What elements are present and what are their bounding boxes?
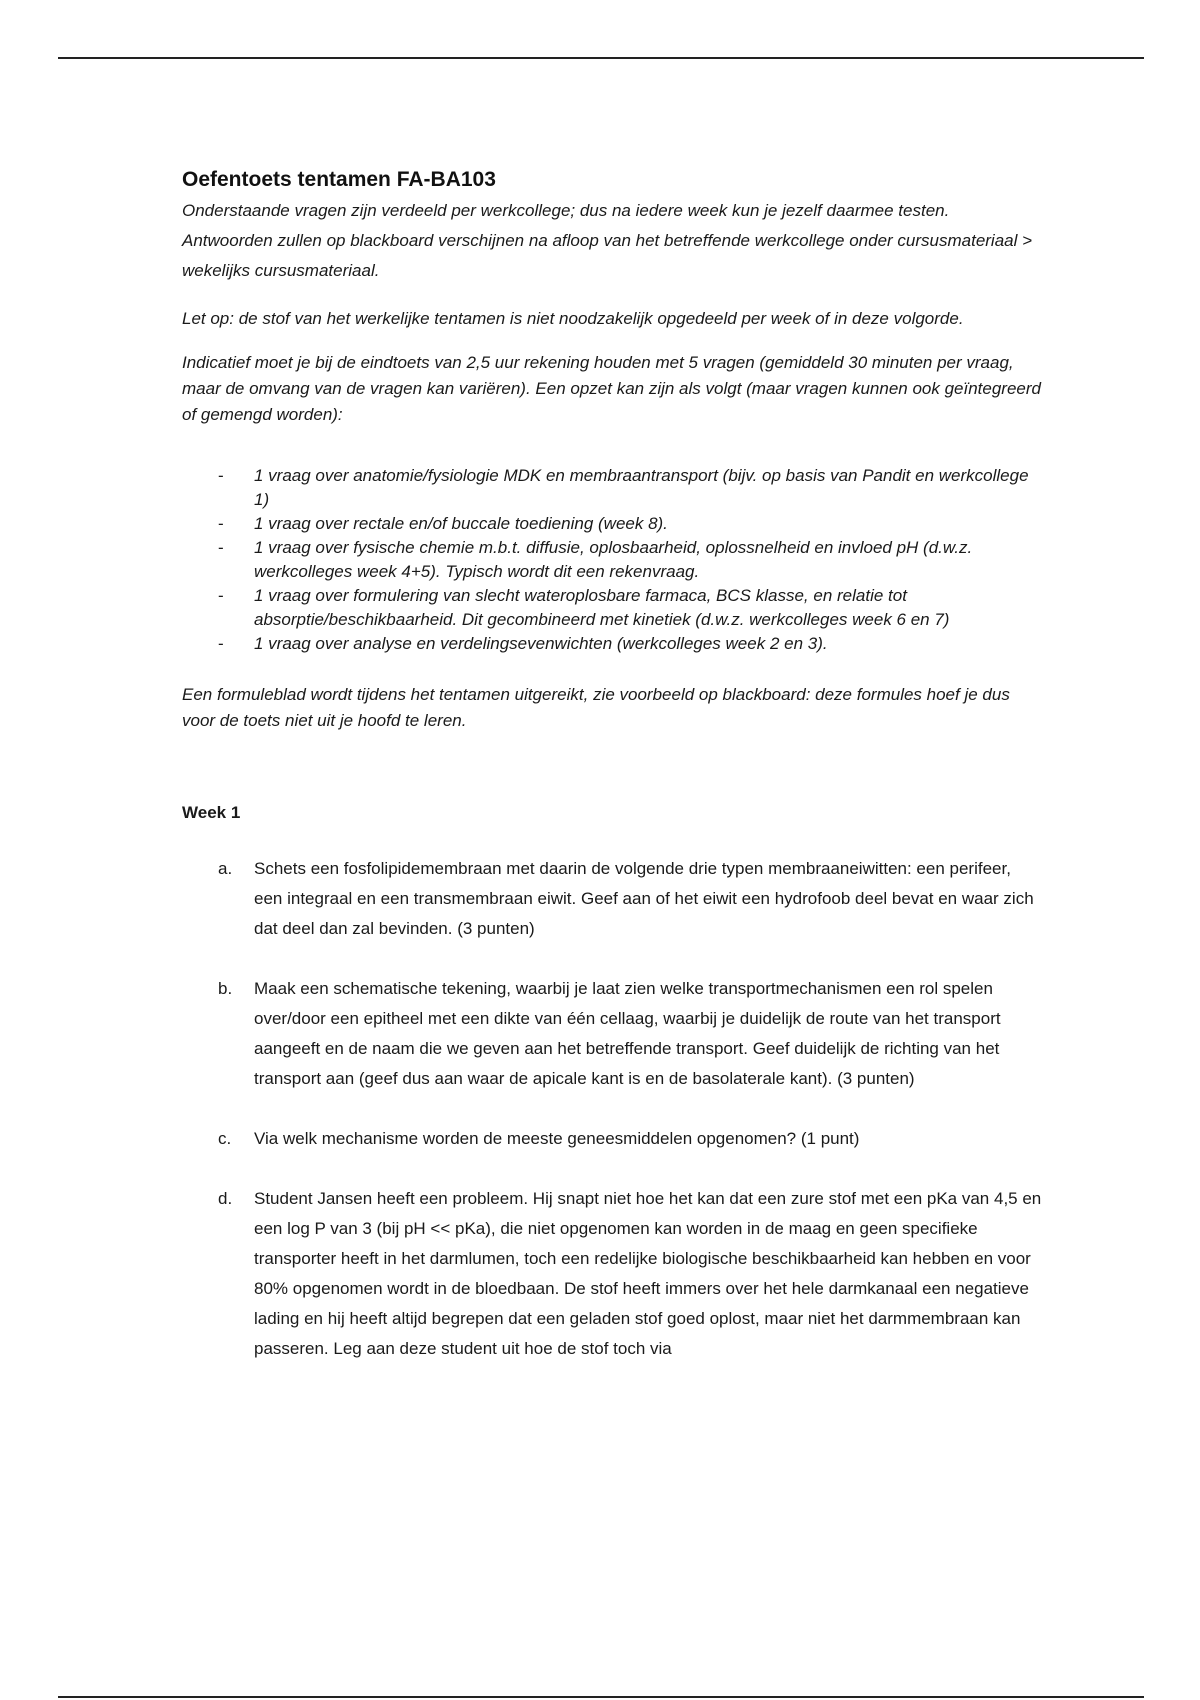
week-heading: Week 1 <box>182 803 241 822</box>
intro-paragraph: Onderstaande vragen zijn verdeeld per werkcollege; dus na iedere week kun je jezelf daarmee testen. Antwoorden zullen op blackboard verschijnen na afloop van het betreffende werkcollege onder cursusmateriaal > wekelijks cursusmateriaal. <box>182 201 1033 280</box>
question-item <box>182 1124 1042 1154</box>
question-list <box>182 854 1042 1364</box>
question-letter: c. <box>218 1129 232 1148</box>
document-body <box>182 166 1042 1394</box>
question-item <box>182 1184 1042 1364</box>
header-rule <box>58 57 1144 59</box>
structure-item-text: 1 vraag over anatomie/fysiologie MDK en membraantransport (bijv. op basis van Pandit en werkcollege 1) <box>254 466 1029 509</box>
exam-structure-list <box>182 464 1042 656</box>
question-text: Student Jansen heeft een probleem. Hij snapt niet hoe het kan dat een zure stof met een pKa van 4,5 en een log P van 3 (bij pH << pKa), die niet opgenomen kan worden in de maag en geen specifieke transporter heeft in het darmlumen, toch een redelijke biologische beschikbaarheid kan hebben en voor 80% opgenomen wordt in de bloedbaan. De stof heeft immers over het hele darmkanaal een negatieve lading en hij heeft altijd begrepen dat een geladen stof goed oplost, maar niet het darmmembraan kan passeren. Leg aan deze student uit hoe de stof toch via <box>254 1189 1042 1358</box>
question-letter: d. <box>218 1189 233 1208</box>
bullet-dash: - <box>218 466 224 485</box>
question-text: Schets een fosfolipidemembraan met daarin de volgende drie typen membraaneiwitten: een perifeer, een integraal en een transmembraan eiwit. Geef aan of het eiwit een hydrofoob deel bevat en waar zich dat deel dan zal bevinden. (3 punten) <box>254 859 1034 938</box>
bullet-dash: - <box>218 514 224 533</box>
bullet-dash: - <box>218 538 224 557</box>
structure-item <box>182 464 1042 512</box>
structure-item <box>182 584 1042 632</box>
indicative-paragraph: Indicatief moet je bij de eindtoets van 2,5 uur rekening houden met 5 vragen (gemiddeld 30 minuten per vraag, maar de omvang van de vragen kan variëren). Een opzet kan zijn als volgt (maar vragen kunnen ook geïntegreerd of gemengd worden): <box>182 353 1041 424</box>
bullet-dash: - <box>218 634 224 653</box>
question-text: Via welk mechanisme worden de meeste geneesmiddelen opgenomen? (1 punt) <box>254 1129 860 1148</box>
structure-item-text: 1 vraag over fysische chemie m.b.t. diffusie, oplosbaarheid, oplossnelheid en invloed pH (d.w.z. werkcolleges week 4+5). Typisch wordt dit een rekenvraag. <box>254 538 973 581</box>
question-item <box>182 854 1042 944</box>
question-letter: a. <box>218 859 233 878</box>
note-paragraph: Let op: de stof van het werkelijke tentamen is niet noodzakelijk opgedeeld per week of in deze volgorde. <box>182 309 964 328</box>
question-text: Maak een schematische tekening, waarbij je laat zien welke transportmechanismen een rol spelen over/door een epitheel met een dikte van één cellaag, waarbij je duidelijk de route van het transport aangeeft en de naam die we geven aan het betreffende transport. Geef duidelijk de richting van het transport aan (geef dus aan waar de apicale kant is en de basolaterale kant). (3 punten) <box>254 979 1001 1088</box>
structure-item-text: 1 vraag over rectale en/of buccale toediening (week 8). <box>254 514 668 533</box>
structure-item <box>182 632 1042 656</box>
structure-item <box>182 536 1042 584</box>
structure-item <box>182 512 1042 536</box>
question-letter: b. <box>218 979 233 998</box>
bullet-dash: - <box>218 586 224 605</box>
question-item <box>182 974 1042 1094</box>
footer-rule <box>58 1696 1144 1698</box>
document-title: Oefentoets tentamen FA-BA103 <box>182 168 496 191</box>
structure-item-text: 1 vraag over analyse en verdelingsevenwichten (werkcolleges week 2 en 3). <box>254 634 828 653</box>
structure-item-text: 1 vraag over formulering van slecht wateroplosbare farmaca, BCS klasse, en relatie tot absorptie/beschikbaarheid. Dit gecombineerd met kinetiek (d.w.z. werkcolleges week 6 en 7) <box>254 586 950 629</box>
formula-sheet-note: Een formuleblad wordt tijdens het tentamen uitgereikt, zie voorbeeld op blackboard: deze formules hoef je dus voor de toets niet uit je hoofd te leren. <box>182 685 1010 730</box>
